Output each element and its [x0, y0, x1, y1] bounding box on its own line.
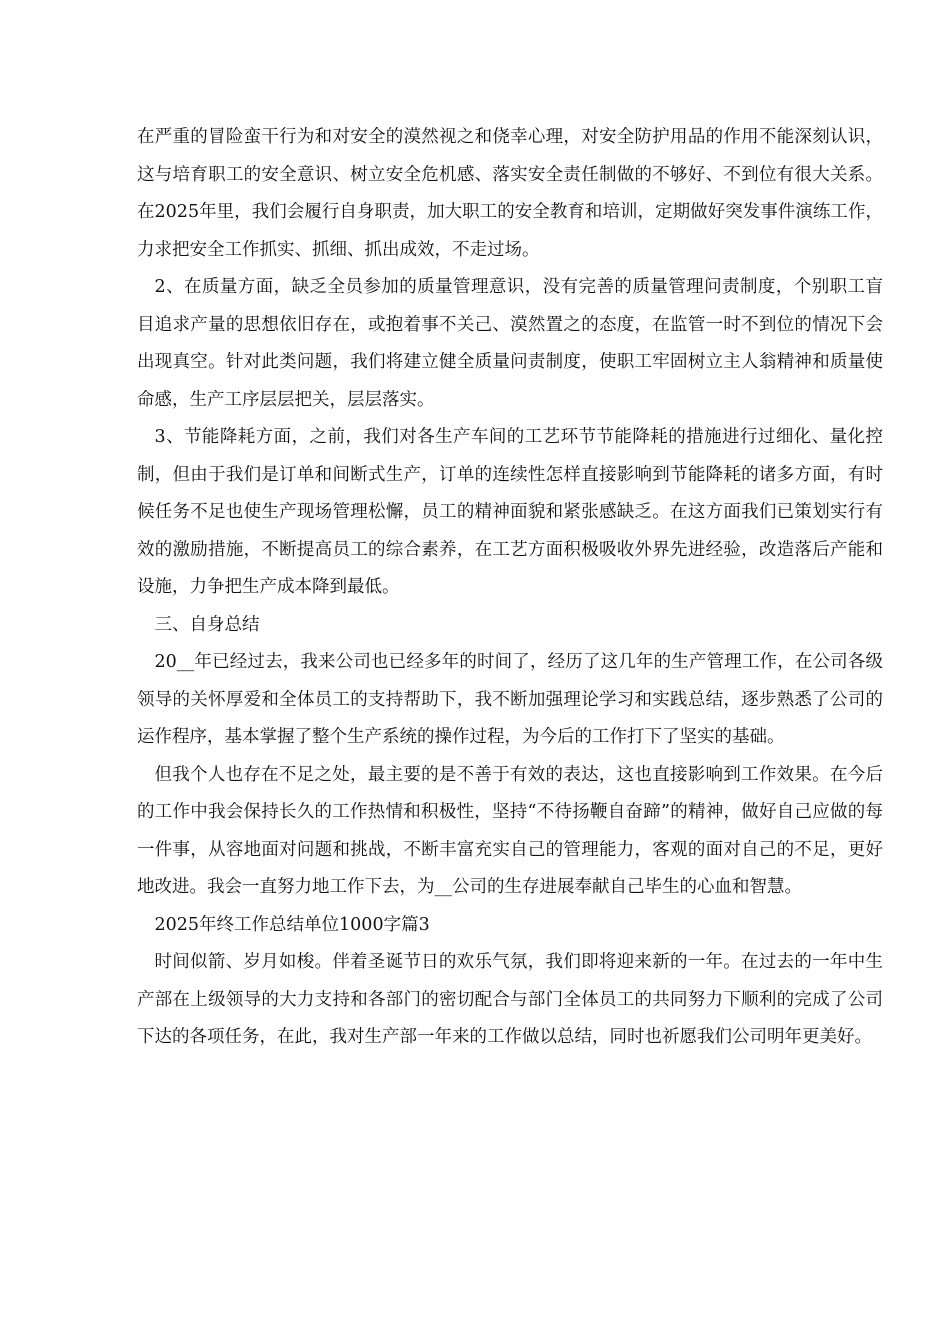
paragraph-shortcomings: 但我个人也存在不足之处，最主要的是不善于有效的表达，这也直接影响到工作效果。在今后的工作中我会保持长久的工作热情和积极性，坚持“不待扬鞭自奋蹄”的精神，做好自己应做的每一件事，从容地面对问题和挑战，不断丰富充实自己的管理能力，客观的面对自己的不足，更好地改进。我会一直努力地工作下去，为__公司的生存进展奉献自己毕生的心血和智慧。 — [137, 764, 883, 897]
paragraph-energy-saving: 3、节能降耗方面，之前，我们对各生产车间的工艺环节节能降耗的措施进行过细化、量化控制，但由于我们是订单和间断式生产，订单的连续性怎样直接影响到节能降耗的诸多方面，有时候任务不足也使生产现场管理松懈，员工的精神面貌和紧张感缺乏。在这方面我们已策划实行有效的激励措施，不断提高员工的综合素养，在工艺方面积极吸收外界先进经验，改造落后产能和设施，力争把生产成本降到最低。 — [137, 427, 883, 597]
paragraph-safety-continued: 在严重的冒险蛮干行为和对安全的漠然视之和侥幸心理，对安全防护用品的作用不能深刻认识，这与培育职工的安全意识、树立安全危机感、落实安全责任制做的不够好、不到位有很大关系。在2025年里，我们会履行自身职责，加大职工的安全教育和培训，定期做好突发事件演练工作，力求把安全工作抓实、抓细、抓出成效，不走过场。 — [137, 127, 883, 260]
paragraph-intro: 时间似箭、岁月如梭。伴着圣诞节日的欢乐气氛，我们即将迎来新的一年。在过去的一年中生产部在上级领导的大力支持和各部门的密切配合与部门全体员工的共同努力下顺利的完成了公司下达的各项任务，在此，我对生产部一年来的工作做以总结，同时也祈愿我们公司明年更美好。 — [137, 952, 883, 1047]
article-title: 2025年终工作总结单位1000字篇3 — [154, 914, 430, 935]
section-heading-self-summary: 三、自身总结 — [154, 614, 260, 635]
paragraph-self-summary: 20__年已经过去，我来公司也已经多年的时间了，经历了这几年的生产管理工作，在公司各级领导的关怀厚爱和全体员工的支持帮助下，我不断加强理论学习和实践总结，逐步熟悉了公司的运作程序，基本掌握了整个生产系统的操作过程，为今后的工作打下了坚实的基础。 — [137, 652, 883, 747]
paragraph-quality: 2、在质量方面，缺乏全员参加的质量管理意识，没有完善的质量管理问责制度，个别职工盲目追求产量的思想依旧存在，或抱着事不关己、漠然置之的态度，在监管一时不到位的情况下会出现真空。针对此类问题，我们将建立健全质量问责制度，使职工牢固树立主人翁精神和质量使命感，生产工序层层把关，层层落实。 — [137, 277, 883, 410]
document-body — [137, 119, 883, 1057]
